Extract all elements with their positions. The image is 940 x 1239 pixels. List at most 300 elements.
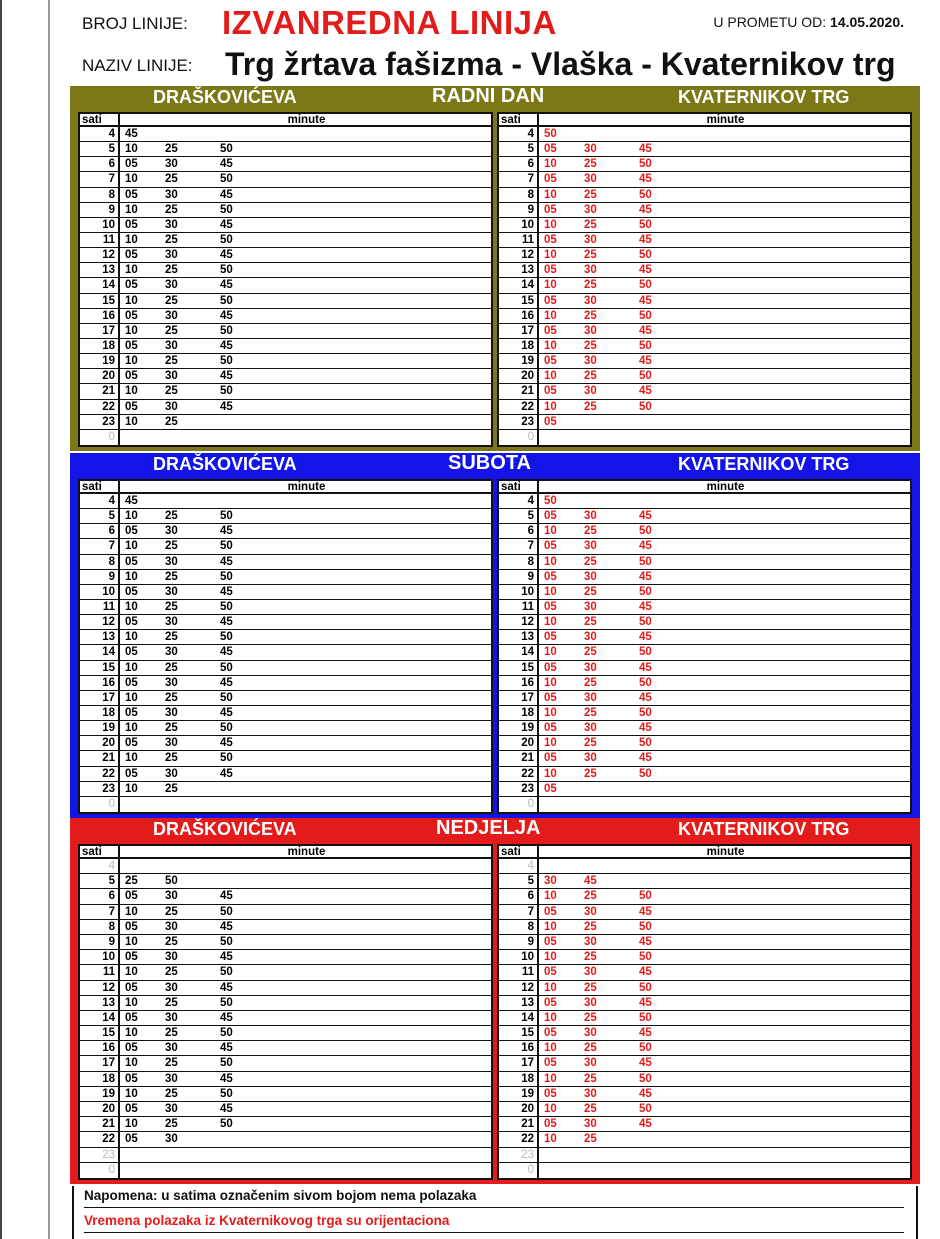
table-row xyxy=(80,1026,491,1041)
minute-value: 10 xyxy=(544,646,557,659)
minutes-cell xyxy=(541,188,910,202)
table-row xyxy=(80,996,491,1011)
minute-value: 50 xyxy=(639,676,652,689)
minutes-cell xyxy=(122,1072,491,1086)
hour-cell: 11 xyxy=(499,965,539,979)
table-row xyxy=(80,188,491,203)
table-row xyxy=(499,354,910,369)
hour-cell: 16 xyxy=(499,309,539,323)
table-row xyxy=(499,415,910,430)
table-row xyxy=(80,661,491,676)
minutes-cell xyxy=(122,172,491,186)
minute-value: 25 xyxy=(165,631,178,644)
window-frame-edge xyxy=(0,0,2,1239)
table-row xyxy=(499,1148,910,1163)
hour-cell: 16 xyxy=(499,1041,539,1055)
minute-value: 05 xyxy=(544,1087,557,1100)
hours-header: sati xyxy=(80,846,120,857)
table-row xyxy=(499,889,910,904)
minute-value: 10 xyxy=(544,158,557,171)
minutes-cell xyxy=(541,889,910,903)
minutes-cell xyxy=(541,1163,910,1178)
hour-cell: 7 xyxy=(499,172,539,186)
minutes-cell xyxy=(122,645,491,659)
table-row xyxy=(499,570,910,585)
minute-value: 25 xyxy=(584,1042,597,1055)
table-row xyxy=(499,751,910,766)
minutes-cell xyxy=(541,430,910,445)
hour-cell: 14 xyxy=(499,1011,539,1025)
minutes-cell xyxy=(122,736,491,750)
hour-cell: 7 xyxy=(499,905,539,919)
minutes-cell xyxy=(541,339,910,353)
minute-value: 05 xyxy=(544,1057,557,1070)
minute-value: 50 xyxy=(544,128,557,140)
table-row xyxy=(499,996,910,1011)
minute-value: 05 xyxy=(544,510,557,523)
minute-value: 30 xyxy=(584,510,597,523)
minutes-cell xyxy=(122,889,491,903)
minute-value: 50 xyxy=(639,981,652,994)
minute-value: 25 xyxy=(165,691,178,704)
minutes-header: minute xyxy=(287,114,326,126)
minute-value: 05 xyxy=(544,1027,557,1040)
minute-value: 10 xyxy=(125,294,138,307)
hour-cell: 12 xyxy=(499,981,539,995)
minute-value: 05 xyxy=(544,385,557,398)
note-underline xyxy=(84,1207,904,1208)
minute-value: 05 xyxy=(544,415,557,428)
minutes-cell xyxy=(122,142,491,156)
hour-cell: 18 xyxy=(499,1072,539,1086)
minute-value: 50 xyxy=(220,905,233,918)
hour-cell: 5 xyxy=(80,874,120,888)
minute-value: 25 xyxy=(165,143,178,156)
table-row xyxy=(499,1163,910,1178)
minutes-cell xyxy=(122,430,491,445)
minute-value: 25 xyxy=(584,616,597,629)
table-row xyxy=(80,1102,491,1117)
table-row xyxy=(499,676,910,691)
minute-value: 50 xyxy=(639,1103,652,1115)
minutes-cell xyxy=(122,706,491,720)
hour-cell: 0 xyxy=(80,797,120,812)
minute-value: 50 xyxy=(639,339,652,352)
hour-cell: 11 xyxy=(80,600,120,614)
minutes-header: minute xyxy=(287,846,326,858)
minute-value: 25 xyxy=(584,525,597,538)
minutes-cell xyxy=(122,1087,491,1101)
minute-value: 45 xyxy=(639,1087,652,1100)
minutes-cell xyxy=(122,248,491,262)
hour-cell: 14 xyxy=(80,278,120,292)
minutes-header: minute xyxy=(706,114,745,126)
hour-cell: 13 xyxy=(80,263,120,277)
minute-value: 50 xyxy=(639,890,652,903)
hour-cell: 12 xyxy=(80,615,120,629)
minute-value: 10 xyxy=(544,1042,557,1055)
minutes-cell xyxy=(122,555,491,569)
minute-value: 05 xyxy=(125,1133,138,1146)
minute-value: 10 xyxy=(125,752,138,765)
minute-value: 30 xyxy=(584,1057,597,1070)
minute-value: 10 xyxy=(125,905,138,918)
timetable-right-panel xyxy=(497,479,912,814)
minute-value: 25 xyxy=(165,1118,178,1131)
minute-value: 25 xyxy=(165,661,178,674)
hours-header: sati xyxy=(80,114,120,125)
minute-value: 10 xyxy=(125,510,138,523)
minutes-cell xyxy=(122,859,491,873)
table-row xyxy=(499,248,910,263)
minute-value: 30 xyxy=(165,555,178,568)
minutes-cell xyxy=(122,905,491,919)
table-row xyxy=(80,920,491,935)
table-row xyxy=(80,369,491,384)
minute-value: 50 xyxy=(220,935,233,948)
minute-value: 30 xyxy=(584,752,597,765)
line-number: IZVANREDNA LINIJA xyxy=(222,4,557,41)
minutes-cell xyxy=(122,797,491,812)
hour-cell: 9 xyxy=(499,935,539,949)
minute-value: 05 xyxy=(125,676,138,689)
minute-value: 45 xyxy=(639,1118,652,1131)
minute-value: 10 xyxy=(125,966,138,979)
minute-value: 10 xyxy=(125,324,138,337)
minute-value: 25 xyxy=(165,935,178,948)
minute-value: 45 xyxy=(639,173,652,186)
hour-cell: 15 xyxy=(80,1026,120,1040)
hour-cell: 11 xyxy=(499,233,539,247)
minute-value: 50 xyxy=(165,875,178,888)
minute-value: 05 xyxy=(125,279,138,292)
hour-cell: 8 xyxy=(499,188,539,202)
hour-cell: 9 xyxy=(499,203,539,217)
minute-value: 25 xyxy=(165,203,178,216)
minute-value: 25 xyxy=(584,158,597,171)
minute-value: 30 xyxy=(165,339,178,352)
minute-value: 10 xyxy=(125,661,138,674)
minute-value: 10 xyxy=(544,249,557,262)
minute-value: 50 xyxy=(639,158,652,171)
table-row xyxy=(80,1148,491,1163)
minute-value: 30 xyxy=(584,385,597,398)
minute-value: 10 xyxy=(544,676,557,689)
minute-value: 50 xyxy=(220,691,233,704)
table-row xyxy=(80,278,491,293)
minutes-cell xyxy=(541,736,910,750)
hour-cell: 7 xyxy=(499,539,539,553)
hour-cell: 18 xyxy=(499,339,539,353)
minute-value: 10 xyxy=(125,1087,138,1100)
minute-value: 50 xyxy=(639,706,652,719)
minute-value: 30 xyxy=(584,631,597,644)
table-row xyxy=(80,1056,491,1071)
hour-cell: 20 xyxy=(80,369,120,383)
table-row xyxy=(499,494,910,509)
table-row xyxy=(80,691,491,706)
minutes-cell xyxy=(541,615,910,629)
minute-value: 10 xyxy=(544,951,557,964)
table-header-row xyxy=(80,114,491,127)
note-underline xyxy=(84,1232,904,1233)
table-row xyxy=(499,935,910,950)
hour-cell: 15 xyxy=(80,294,120,308)
hour-cell: 9 xyxy=(80,203,120,217)
table-row xyxy=(80,615,491,630)
minutes-cell xyxy=(122,751,491,765)
table-row xyxy=(80,555,491,570)
minute-value: 45 xyxy=(639,385,652,398)
minute-value: 25 xyxy=(584,1103,597,1115)
minute-value: 30 xyxy=(165,1072,178,1085)
hour-cell: 5 xyxy=(499,874,539,888)
minute-value: 50 xyxy=(639,249,652,262)
valid-from-label: U PROMETU OD: xyxy=(713,14,827,30)
minute-value: 45 xyxy=(639,631,652,644)
minutes-cell xyxy=(541,645,910,659)
minute-value: 50 xyxy=(639,400,652,413)
minute-value: 45 xyxy=(220,339,233,352)
table-row xyxy=(499,630,910,645)
hour-cell: 22 xyxy=(499,767,539,781)
minute-value: 50 xyxy=(220,661,233,674)
minute-value: 45 xyxy=(220,585,233,598)
minute-value: 45 xyxy=(639,905,652,918)
table-row xyxy=(80,509,491,524)
hour-cell: 4 xyxy=(80,859,120,873)
table-row xyxy=(499,645,910,660)
minute-value: 30 xyxy=(165,646,178,659)
minute-value: 50 xyxy=(639,1042,652,1055)
minute-value: 05 xyxy=(544,540,557,553)
table-row xyxy=(499,1056,910,1071)
hour-cell: 15 xyxy=(499,294,539,308)
table-row xyxy=(80,950,491,965)
minutes-cell xyxy=(541,874,910,888)
hour-cell: 23 xyxy=(80,782,120,796)
minute-value: 10 xyxy=(125,935,138,948)
minutes-cell xyxy=(541,920,910,934)
table-row xyxy=(499,188,910,203)
minute-value: 30 xyxy=(165,706,178,719)
header-line-number-row xyxy=(82,6,912,40)
minute-value: 50 xyxy=(639,309,652,322)
minute-value: 50 xyxy=(220,264,233,277)
minute-value: 10 xyxy=(125,1027,138,1040)
minute-value: 10 xyxy=(125,203,138,216)
minute-value: 25 xyxy=(584,188,597,201)
minutes-cell xyxy=(541,400,910,414)
minutes-cell xyxy=(122,524,491,538)
minutes-cell xyxy=(122,263,491,277)
minute-value: 05 xyxy=(125,555,138,568)
minute-value: 45 xyxy=(220,249,233,262)
minutes-cell xyxy=(541,555,910,569)
minute-value: 10 xyxy=(544,1133,557,1146)
table-row xyxy=(80,248,491,263)
minutes-cell xyxy=(541,1056,910,1070)
section-title-bar xyxy=(70,86,920,108)
right-station-label: KVATERNIKOV TRG xyxy=(678,87,850,107)
hour-cell: 5 xyxy=(80,509,120,523)
minute-value: 50 xyxy=(220,1027,233,1040)
table-row xyxy=(80,1117,491,1132)
timetable-left-panel xyxy=(78,112,493,447)
hour-cell: 6 xyxy=(499,889,539,903)
minute-value: 45 xyxy=(584,875,597,888)
minute-value: 05 xyxy=(544,203,557,216)
minute-value: 50 xyxy=(639,525,652,538)
minute-value: 30 xyxy=(544,875,557,888)
minute-value: 30 xyxy=(165,767,178,780)
hour-cell: 10 xyxy=(499,218,539,232)
minute-value: 25 xyxy=(165,905,178,918)
minute-value: 25 xyxy=(165,294,178,307)
minute-value: 25 xyxy=(584,279,597,292)
minutes-cell xyxy=(541,218,910,232)
minute-value: 25 xyxy=(584,555,597,568)
hour-cell: 4 xyxy=(499,127,539,141)
minute-value: 50 xyxy=(639,370,652,383)
minutes-cell xyxy=(122,782,491,796)
table-row xyxy=(499,1026,910,1041)
hour-cell: 5 xyxy=(80,142,120,156)
table-row xyxy=(499,965,910,980)
hour-cell: 23 xyxy=(80,1148,120,1162)
table-row xyxy=(80,1132,491,1147)
minutes-cell xyxy=(122,127,491,141)
hour-cell: 21 xyxy=(80,384,120,398)
hour-cell: 9 xyxy=(80,570,120,584)
table-row xyxy=(80,676,491,691)
minute-value: 45 xyxy=(639,752,652,765)
minute-value: 10 xyxy=(125,540,138,553)
minute-value: 25 xyxy=(584,400,597,413)
hour-cell: 17 xyxy=(80,1056,120,1070)
minute-value: 45 xyxy=(639,600,652,613)
minute-value: 30 xyxy=(584,905,597,918)
minute-value: 45 xyxy=(220,1011,233,1024)
table-row xyxy=(80,294,491,309)
minutes-cell xyxy=(122,203,491,217)
table-row xyxy=(80,630,491,645)
minutes-cell xyxy=(541,278,910,292)
minutes-header: minute xyxy=(706,481,745,493)
hour-cell: 13 xyxy=(80,630,120,644)
minute-value: 05 xyxy=(125,1072,138,1085)
hour-cell: 23 xyxy=(80,415,120,429)
minute-value: 05 xyxy=(125,890,138,903)
minute-value: 30 xyxy=(584,203,597,216)
minutes-cell xyxy=(122,494,491,508)
hours-header: sati xyxy=(499,114,539,125)
table-row xyxy=(499,555,910,570)
minute-value: 25 xyxy=(165,355,178,368)
table-row xyxy=(499,782,910,797)
minute-value: 30 xyxy=(584,173,597,186)
hour-cell: 22 xyxy=(499,1132,539,1146)
minute-value: 45 xyxy=(220,400,233,413)
minute-value: 50 xyxy=(220,385,233,398)
minutes-cell xyxy=(541,1011,910,1025)
minute-value: 30 xyxy=(584,1087,597,1100)
minute-value: 10 xyxy=(125,233,138,246)
minutes-cell xyxy=(541,1087,910,1101)
line-number-label: BROJ LINIJE: xyxy=(82,14,188,33)
minute-value: 30 xyxy=(165,981,178,994)
minute-value: 25 xyxy=(584,676,597,689)
table-row xyxy=(499,797,910,812)
minutes-cell xyxy=(541,935,910,949)
table-row xyxy=(499,981,910,996)
minute-value: 50 xyxy=(220,1118,233,1131)
minutes-cell xyxy=(122,721,491,735)
minute-value: 05 xyxy=(125,525,138,538)
minutes-cell xyxy=(541,630,910,644)
hour-cell: 7 xyxy=(80,539,120,553)
table-row xyxy=(80,905,491,920)
hour-cell: 17 xyxy=(80,324,120,338)
minutes-cell xyxy=(541,1026,910,1040)
minute-value: 05 xyxy=(125,920,138,933)
minutes-cell xyxy=(122,539,491,553)
page-edge xyxy=(48,0,50,1239)
hour-cell: 0 xyxy=(499,1163,539,1178)
minutes-cell xyxy=(541,1072,910,1086)
section-sunday xyxy=(70,818,920,1184)
hour-cell: 12 xyxy=(80,981,120,995)
minute-value: 30 xyxy=(584,691,597,704)
valid-from xyxy=(713,14,904,30)
table-row xyxy=(499,767,910,782)
minutes-cell xyxy=(122,874,491,888)
hour-cell: 21 xyxy=(499,751,539,765)
hour-cell: 19 xyxy=(499,721,539,735)
minutes-cell xyxy=(541,782,910,796)
minute-value: 25 xyxy=(584,951,597,964)
minute-value: 45 xyxy=(220,1072,233,1085)
minute-value: 05 xyxy=(125,1103,138,1115)
table-row xyxy=(80,874,491,889)
minute-value: 45 xyxy=(220,616,233,629)
minute-value: 05 xyxy=(125,158,138,171)
minutes-cell xyxy=(541,1041,910,1055)
minute-value: 45 xyxy=(220,676,233,689)
hour-cell: 18 xyxy=(499,706,539,720)
table-row xyxy=(499,1041,910,1056)
table-row xyxy=(80,172,491,187)
minutes-cell xyxy=(122,935,491,949)
table-row xyxy=(499,142,910,157)
minute-value: 30 xyxy=(584,540,597,553)
hour-cell: 18 xyxy=(80,706,120,720)
minute-value: 45 xyxy=(639,540,652,553)
minute-value: 45 xyxy=(639,661,652,674)
minutes-cell xyxy=(541,859,910,873)
hour-cell: 20 xyxy=(499,369,539,383)
table-row xyxy=(80,751,491,766)
table-header-row xyxy=(80,846,491,859)
minutes-cell xyxy=(541,585,910,599)
minute-value: 30 xyxy=(584,996,597,1009)
minute-value: 05 xyxy=(544,935,557,948)
table-row xyxy=(80,539,491,554)
table-row xyxy=(499,1087,910,1102)
minute-value: 10 xyxy=(544,339,557,352)
minute-value: 05 xyxy=(125,400,138,413)
hour-cell: 11 xyxy=(499,600,539,614)
